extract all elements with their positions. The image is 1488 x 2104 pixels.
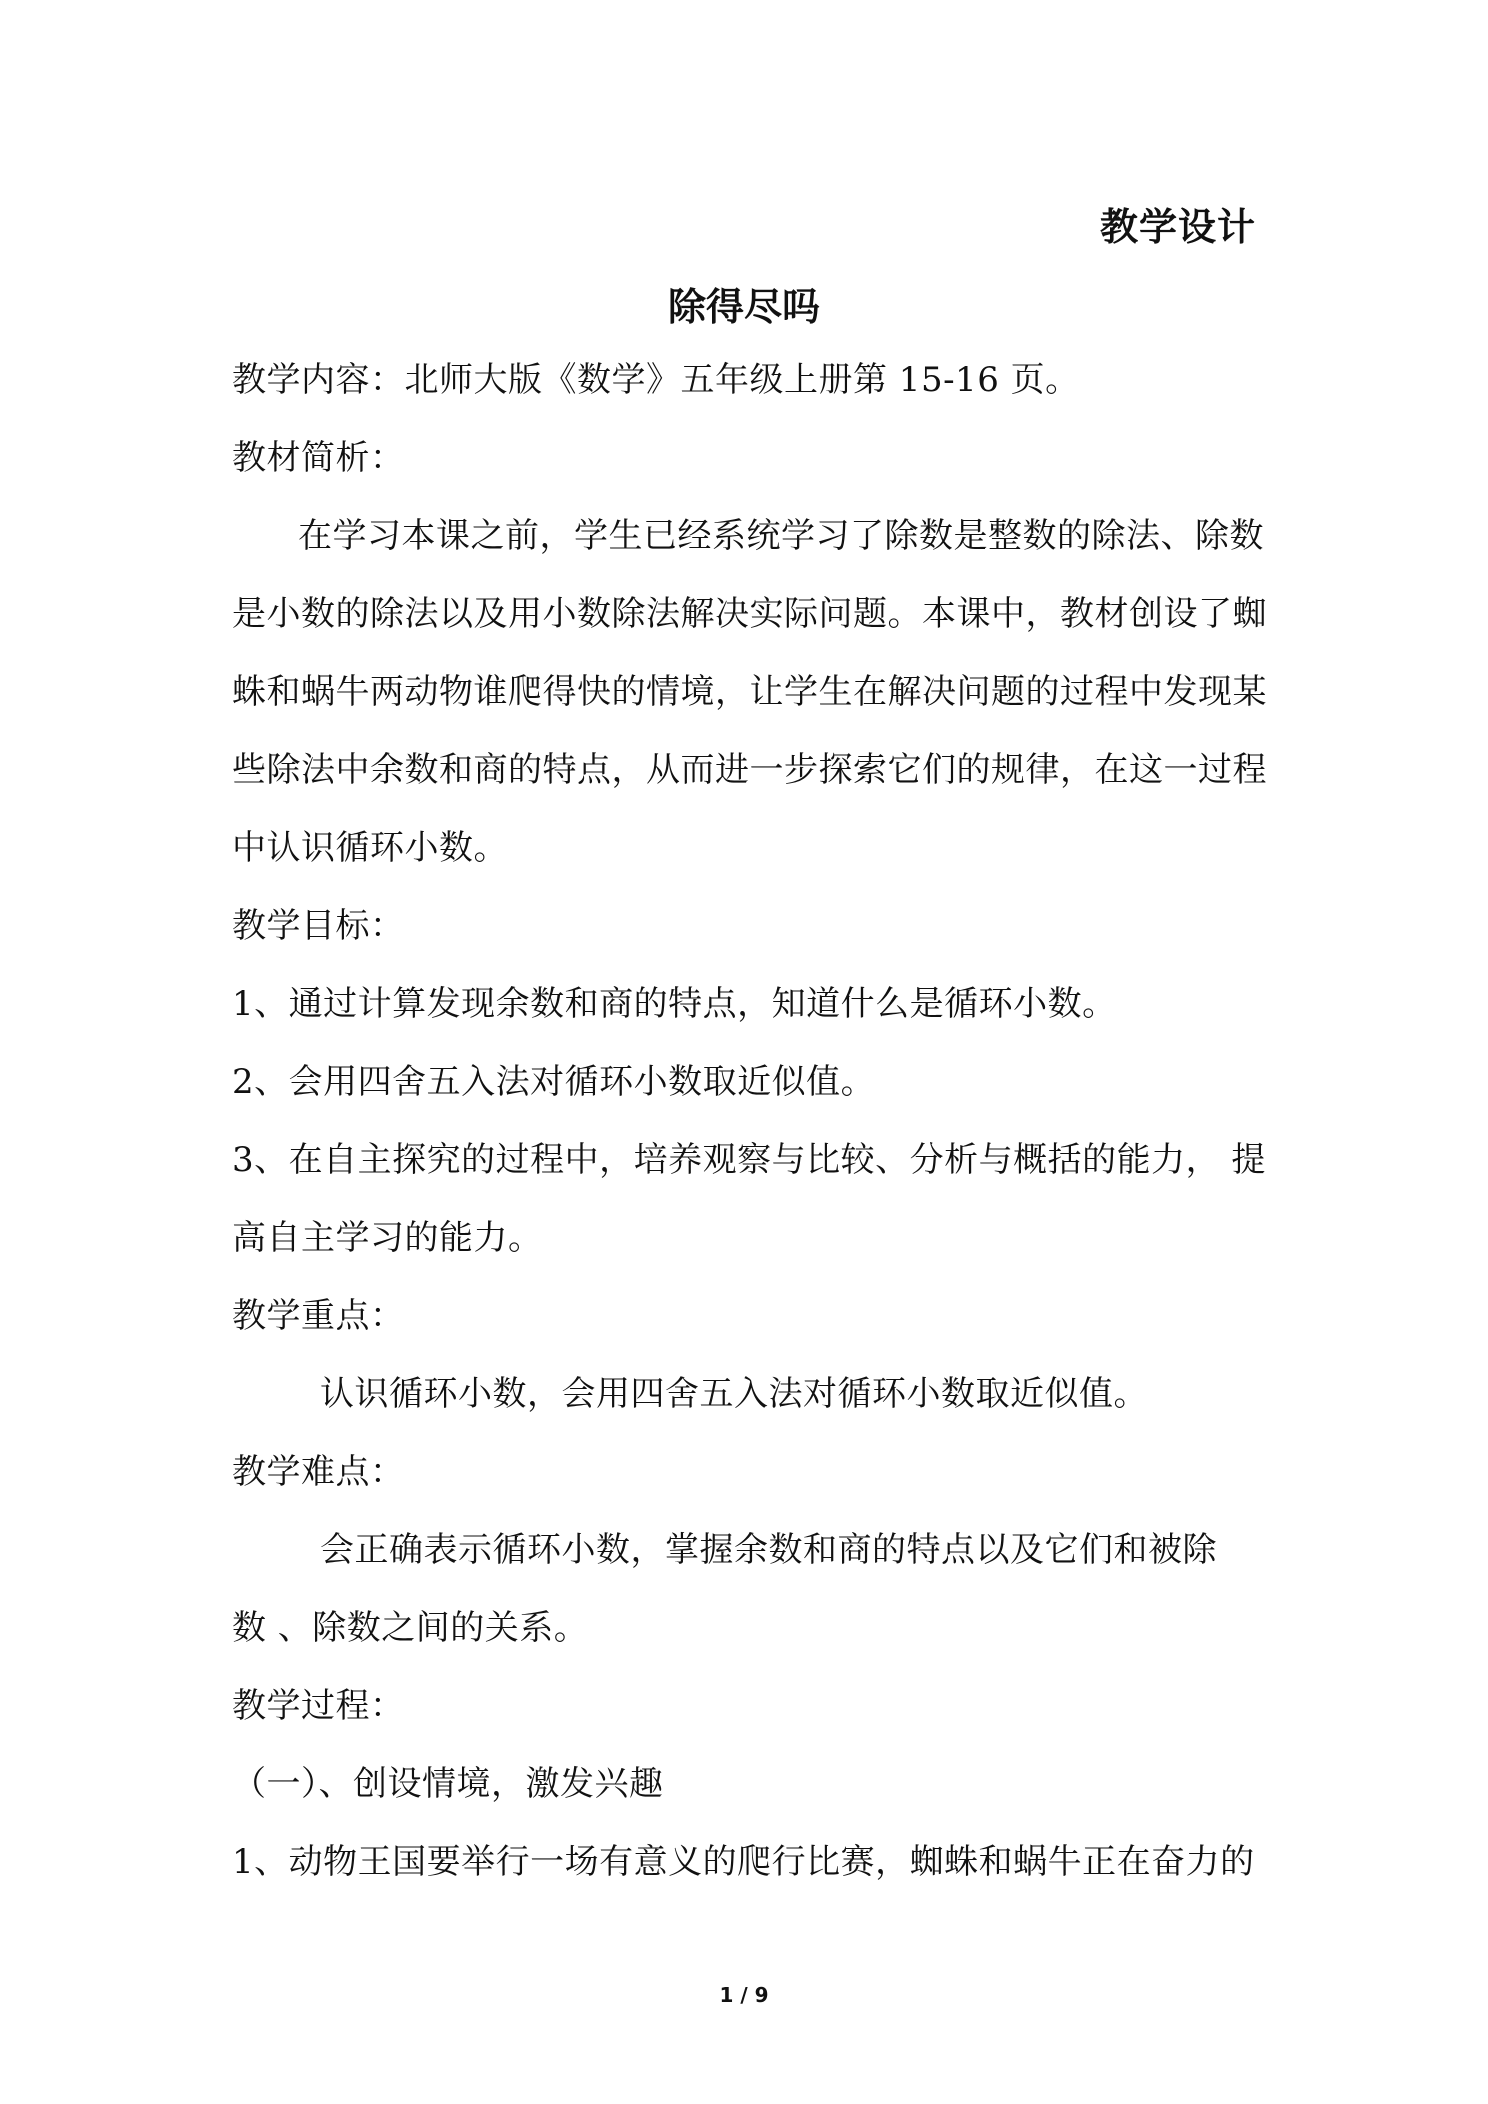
difficulties-heading: 教学难点： xyxy=(232,1452,405,1492)
goal-item-3-continued: 高自主学习的能力。 xyxy=(232,1218,543,1258)
teaching-goals-heading: 教学目标： xyxy=(232,906,405,946)
difficulties-text: 会正确表示循环小数，掌握余数和商的特点以及它们和被除 xyxy=(320,1530,1217,1570)
document-subtitle: 除得尽吗 xyxy=(667,284,820,329)
document-title: 教学设计 xyxy=(1099,204,1256,249)
section-heading-1: （一）、创设情境，激发兴趣 xyxy=(232,1764,664,1804)
analysis-paragraph-line: 在学习本课之前，学生已经系统学习了除数是整数的除法、除数 xyxy=(298,516,1264,556)
textbook-analysis-heading: 教材简析： xyxy=(232,438,405,478)
process-heading: 教学过程： xyxy=(232,1686,405,1726)
teaching-content-line: 教学内容：北师大版《数学》五年级上册第 15-16 页。 xyxy=(232,360,1080,400)
process-item-1: 1、动物王国要举行一场有意义的爬行比赛，蜘蛛和蜗牛正在奋力的 xyxy=(232,1842,1255,1882)
analysis-paragraph-line: 蛛和蜗牛两动物谁爬得快的情境，让学生在解决问题的过程中发现某 xyxy=(232,672,1267,712)
page-number: 1 / 9 xyxy=(719,1983,769,2007)
goal-item-3: 3、在自主探究的过程中，培养观察与比较、分析与概括的能力， 提 xyxy=(232,1140,1266,1180)
analysis-paragraph-line: 些除法中余数和商的特点，从而进一步探索它们的规律，在这一过程 xyxy=(232,750,1267,790)
analysis-paragraph-line: 中认识循环小数。 xyxy=(232,828,508,868)
goal-item-2: 2、会用四舍五入法对循环小数取近似值。 xyxy=(232,1062,876,1102)
analysis-paragraph-line: 是小数的除法以及用小数除法解决实际问题。本课中，教材创设了蜘 xyxy=(232,594,1267,634)
goal-item-1: 1、通过计算发现余数和商的特点，知道什么是循环小数。 xyxy=(232,984,1117,1024)
key-points-text: 认识循环小数，会用四舍五入法对循环小数取近似值。 xyxy=(320,1374,1148,1414)
key-points-heading: 教学重点： xyxy=(232,1296,405,1336)
difficulties-text-continued: 数 、除数之间的关系。 xyxy=(232,1608,589,1648)
